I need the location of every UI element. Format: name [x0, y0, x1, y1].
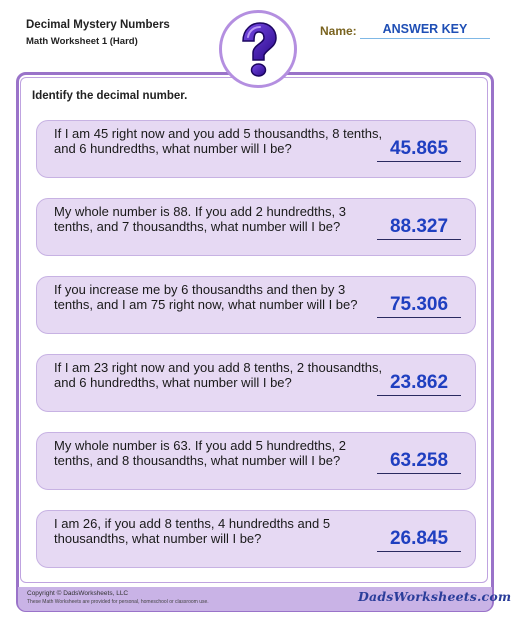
question-card [36, 120, 476, 178]
answer-value: 23.862 [377, 372, 461, 396]
answer-value: 45.865 [377, 138, 461, 162]
usage-note: These Math Worksheets are provided for personal, homeschool or classroom use. [27, 599, 209, 605]
instructions: Identify the decimal number. [32, 90, 188, 102]
question-text: If I am 45 right now and you add 5 thousandths, 8 tenths, and 6 hundredths, what number will I be? [54, 126, 383, 156]
worksheet-title: Decimal Mystery Numbers [26, 19, 170, 31]
name-field[interactable]: ANSWER KEY [360, 22, 490, 39]
name-label: Name: [320, 24, 357, 38]
site-logo[interactable]: DadsWorksheets.com [358, 589, 512, 604]
question-card [36, 198, 476, 256]
question-text: If I am 23 right now and you add 8 tenths, 2 thousandths, and 6 hundredths, what number will I be? [54, 360, 383, 390]
question-text: My whole number is 88. If you add 2 hundredths, 3 tenths, and 7 thousandths, what number will I be? [54, 204, 346, 234]
question-text: I am 26, if you add 8 tenths, 4 hundredths and 5 thousandths, what number will I be? [54, 516, 331, 546]
question-text: My whole number is 63. If you add 5 hundredths, 2 tenths, and 8 thousandths, what number will I be? [54, 438, 346, 468]
copyright-text: Copyright © DadsWorksheets, LLC [27, 590, 129, 597]
answer-value: 26.845 [377, 528, 461, 552]
question-card [36, 432, 476, 490]
answer-value: 75.306 [377, 294, 461, 318]
answer-value: 63.258 [377, 450, 461, 474]
worksheet-subtitle: Math Worksheet 1 (Hard) [26, 36, 138, 47]
question-card [36, 276, 476, 334]
question-text: If you increase me by 6 thousandths and then by 3 tenths, and I am 75 right now, what number will I be? [54, 282, 358, 312]
answer-value: 88.327 [377, 216, 461, 240]
question-card [36, 510, 476, 568]
question-card [36, 354, 476, 412]
question-badge [219, 10, 297, 88]
question-mark-icon [226, 17, 290, 81]
